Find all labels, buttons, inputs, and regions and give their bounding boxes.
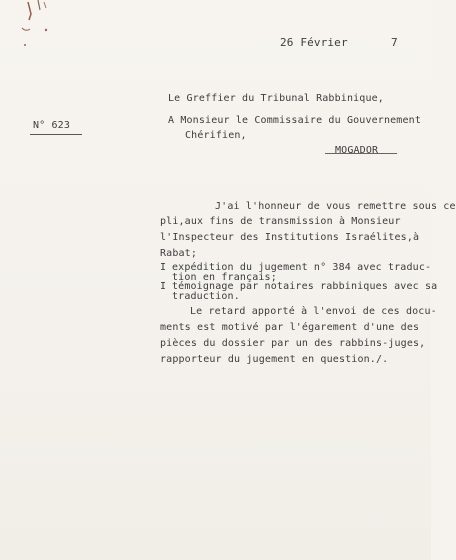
body-paragraph-2-line: rapporteur du jugement en question./.: [160, 354, 389, 365]
letter-date: 26 Février: [280, 36, 348, 49]
body-paragraph-2-line: pièces du dossier par un des rabbins-juges,: [160, 338, 426, 349]
body-paragraph-2-line: ments est motivé par l'égarement d'une des: [160, 322, 420, 333]
ink-smudge-mark: [0, 0, 70, 60]
reference-underline: [30, 134, 82, 135]
body-paragraph-1-line: l'Inspecteur des Institutions Israélites,à: [160, 232, 420, 243]
recipient-line-2: Chérifien,: [185, 130, 247, 141]
list-item-line: témoignage par notaires rabbiniques avec sa: [172, 281, 438, 292]
list-item-line: tion en français;: [172, 272, 277, 283]
recipient-city: MOGADOR: [335, 145, 379, 156]
list-item-marker: I: [160, 262, 167, 273]
list-item-marker: I: [160, 281, 167, 292]
recipient-line-1: A Monsieur le Commissaire du Gouvernement: [168, 115, 421, 126]
body-paragraph-1-line: Rabat;: [160, 248, 198, 259]
city-underline: [325, 153, 397, 154]
body-paragraph-1-line: pli,aux fins de transmission à Monsieur: [160, 216, 401, 227]
page-number: 7: [391, 36, 398, 49]
body-paragraph-1-line: J'ai l'honneur de vous remettre sous ce: [215, 201, 456, 212]
list-item-line: traduction.: [172, 291, 240, 302]
reference-number: N° 623: [33, 120, 71, 131]
list-item-line: expédition du jugement n° 384 avec traduc-: [172, 262, 432, 273]
sender-line: Le Greffier du Tribunal Rabbinique,: [168, 93, 384, 104]
body-paragraph-2-line: Le retard apporté à l'envoi de ces docu-: [190, 306, 437, 317]
